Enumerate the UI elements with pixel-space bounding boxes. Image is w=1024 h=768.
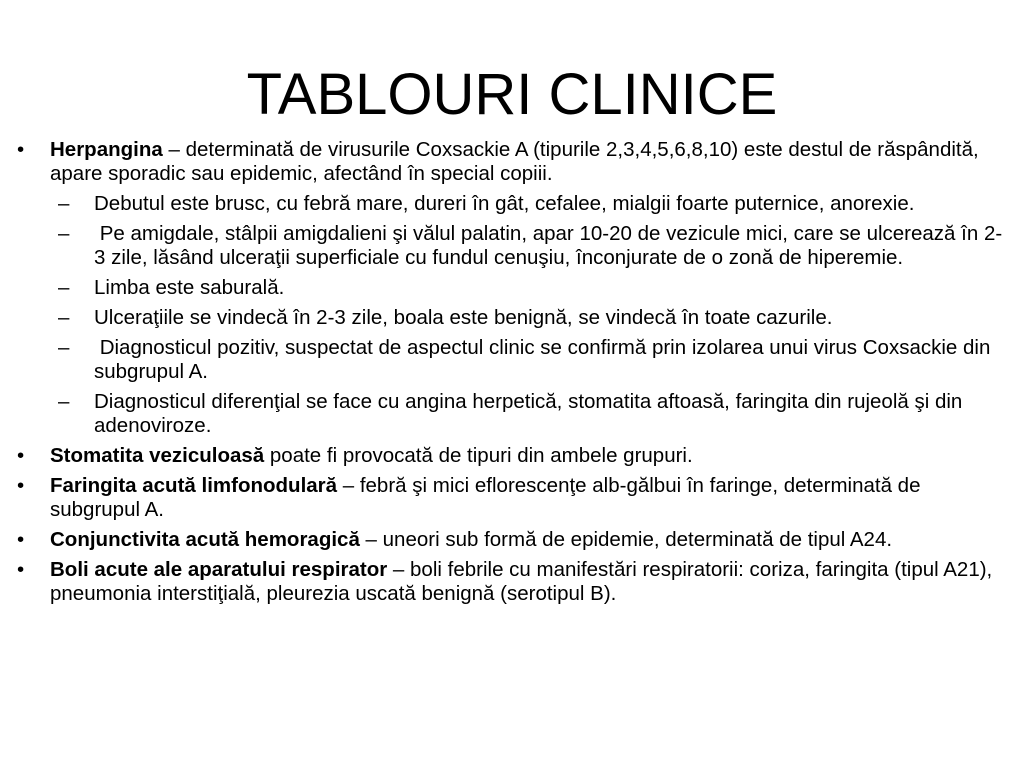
bullet-icon: • [17,528,25,551]
sub-item-text: Diagnosticul diferenţial se face cu angina herpetică, stomatita aftoasă, faringita din rujeolă şi din adenoviroze. [94,390,963,437]
item-term: Faringita acută limfonodulară [50,474,338,497]
dash-icon: – [58,336,70,359]
bullet-item-boli-respiratorii [14,558,1004,606]
sub-item-text: Diagnosticul pozitiv, suspectat de aspectul clinic se confirmă prin izolarea unui virus Coxsackie din subgrupul A. [94,336,997,383]
bullet-item-stomatita [14,444,1004,468]
item-text: – determinată de virusurile Coxsackie A (tipurile 2,3,4,5,6,8,10) este destul de răspândită, apare sporadic sau epidemic, afectând în special copiii. [50,138,979,185]
item-term: Conjunctivita acută hemoragică [50,528,360,551]
bullet-item-conjunctivita [14,528,1004,552]
item-text: – febră şi mici eflorescenţe alb-gălbui în faringe, determinată de subgrupul A. [50,474,921,521]
dash-icon: – [58,192,70,215]
item-term: Boli acute ale aparatului respirator [50,558,388,581]
bullet-icon: • [17,138,25,161]
sub-item-amigdale [14,222,1004,270]
dash-icon: – [58,306,70,329]
item-text: – boli febrile cu manifestări respiratorii: coriza, faringita (tipul A21), pneumonia interstiţială, pleurezia uscată benignă (serotipul B). [50,558,993,605]
item-text: poate fi provocată de tipuri din ambele grupuri. [264,444,693,467]
sub-item-text: Pe amigdale, stâlpii amigdalieni şi vălul palatin, apar 10-20 de vezicule mici, care se ulcerează în 2-3 zile, lăsând ulceraţii superficiale cu fundul cenuşiu, înconjurate de o zonă de hiperemie. [94,222,1003,269]
sub-item-limba [14,276,1004,300]
slide-title: TABLOURI CLINICE [246,62,778,127]
sub-item-text: Limba este saburală. [94,276,285,299]
item-term: Herpangina [50,138,163,161]
bullet-item-faringita [14,474,1004,522]
bullet-item-herpangina [14,138,1004,186]
bullet-icon: • [17,474,25,497]
sub-item-diagnostic-diferential [14,390,1004,438]
slide-content [14,138,1004,612]
item-text: – uneori sub formă de epidemie, determinată de tipul A24. [359,528,893,551]
sub-item-text: Debutul este brusc, cu febră mare, dureri în gât, cefalee, mialgii foarte puternice, anorexie. [94,192,915,215]
dash-icon: – [58,222,70,245]
dash-icon: – [58,390,70,413]
dash-icon: – [58,276,70,299]
sub-item-ulceratii [14,306,1004,330]
item-term: Stomatita veziculoasă [50,444,265,467]
sub-item-text: Ulceraţiile se vindecă în 2-3 zile, boala este benignă, se vindecă în toate cazurile. [94,306,833,329]
sub-item-debut [14,192,1004,216]
bullet-icon: • [17,558,25,581]
bullet-icon: • [17,444,25,467]
sub-item-diagnostic-pozitiv [14,336,1004,384]
